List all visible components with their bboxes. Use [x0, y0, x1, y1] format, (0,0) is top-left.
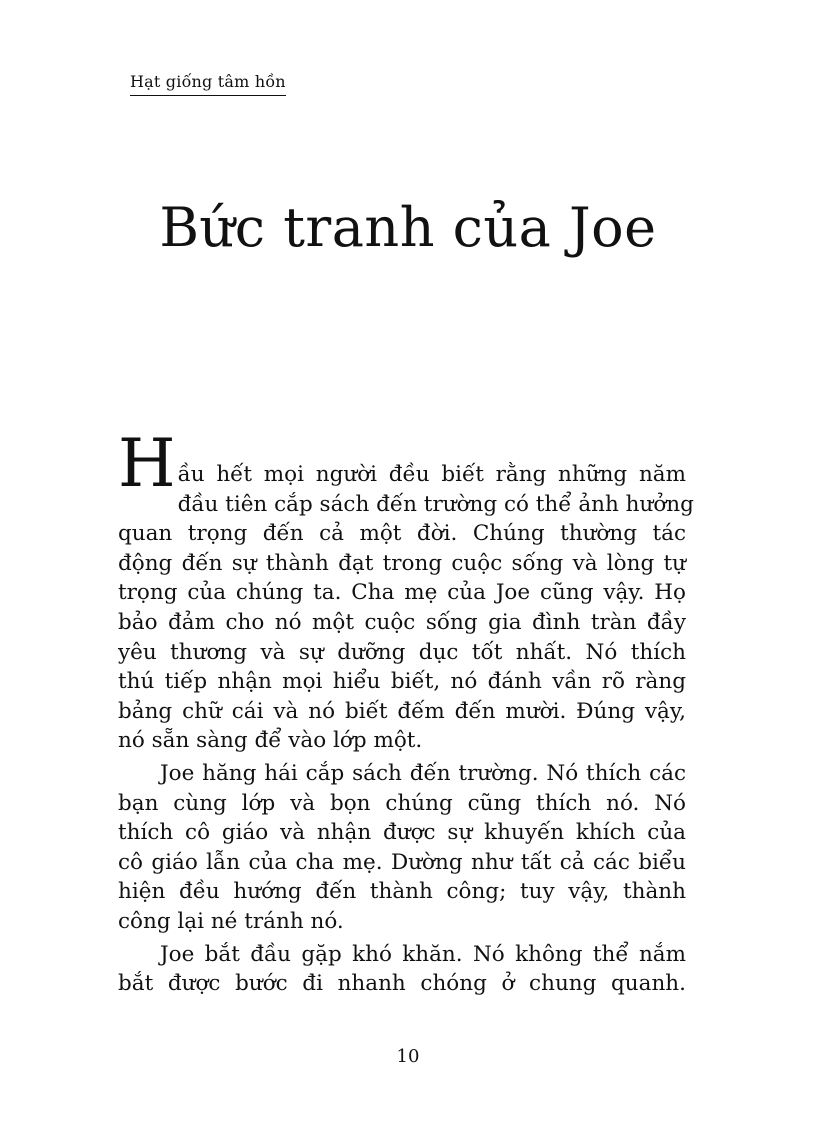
paragraph-line: ầu hết mọi người đều biết rằng những năm	[177, 462, 686, 487]
paragraph-1	[118, 425, 694, 756]
paragraph-line: trọng của chúng ta. Cha mẹ của Joe cũng vậy. Họ	[118, 580, 686, 606]
running-header: Hạt giống tâm hồn	[130, 72, 286, 96]
paragraph-line: quan trọng đến cả một đời. Chúng thường tác	[118, 521, 686, 547]
body-text	[118, 425, 694, 999]
paragraph-3	[118, 940, 686, 999]
paragraph-line: thích cô giáo và nhận được sự khuyến khích của	[118, 820, 686, 846]
paragraph-2	[118, 759, 686, 937]
paragraph-line: bắt được bước đi nhanh chóng ở chung quanh.	[118, 971, 686, 997]
paragraph-line: yêu thương và sự dưỡng dục tốt nhất. Nó thích	[118, 639, 686, 665]
page-number: 10	[396, 1046, 420, 1067]
paragraph-line: bảng chữ cái và nó biết đếm đến mười. Đúng vậy,	[118, 698, 686, 724]
drop-cap: H	[118, 425, 176, 502]
paragraph-line: Joe hăng hái cắp sách đến trường. Nó thích các	[160, 760, 686, 786]
paragraph-line: thú tiếp nhận mọi hiểu biết, nó đánh vần rõ ràng	[118, 669, 686, 695]
paragraph-line: Joe bắt đầu gặp khó khăn. Nó không thể nắm	[160, 941, 686, 967]
paragraph-line: hiện đều hướng đến thành công; tuy vậy, thành	[118, 879, 686, 905]
paragraph-line: công lại né tránh nó.	[118, 908, 344, 934]
chapter-title: Bức tranh của Joe	[159, 196, 657, 259]
paragraph-line: bảo đảm cho nó một cuộc sống gia đình tràn đầy	[118, 609, 686, 635]
paragraph-line: động đến sự thành đạt trong cuộc sống và lòng tự	[118, 550, 686, 576]
paragraph-line: bạn cùng lớp và bọn chúng cũng thích nó. Nó	[118, 790, 686, 816]
paragraph-line: đầu tiên cắp sách đến trường có thể ảnh hưởng	[177, 491, 694, 517]
paragraph-line: cô giáo lẫn của cha mẹ. Dường như tất cả các biểu	[118, 849, 686, 875]
paragraph-line: nó sẵn sàng để vào lớp một.	[118, 728, 423, 754]
